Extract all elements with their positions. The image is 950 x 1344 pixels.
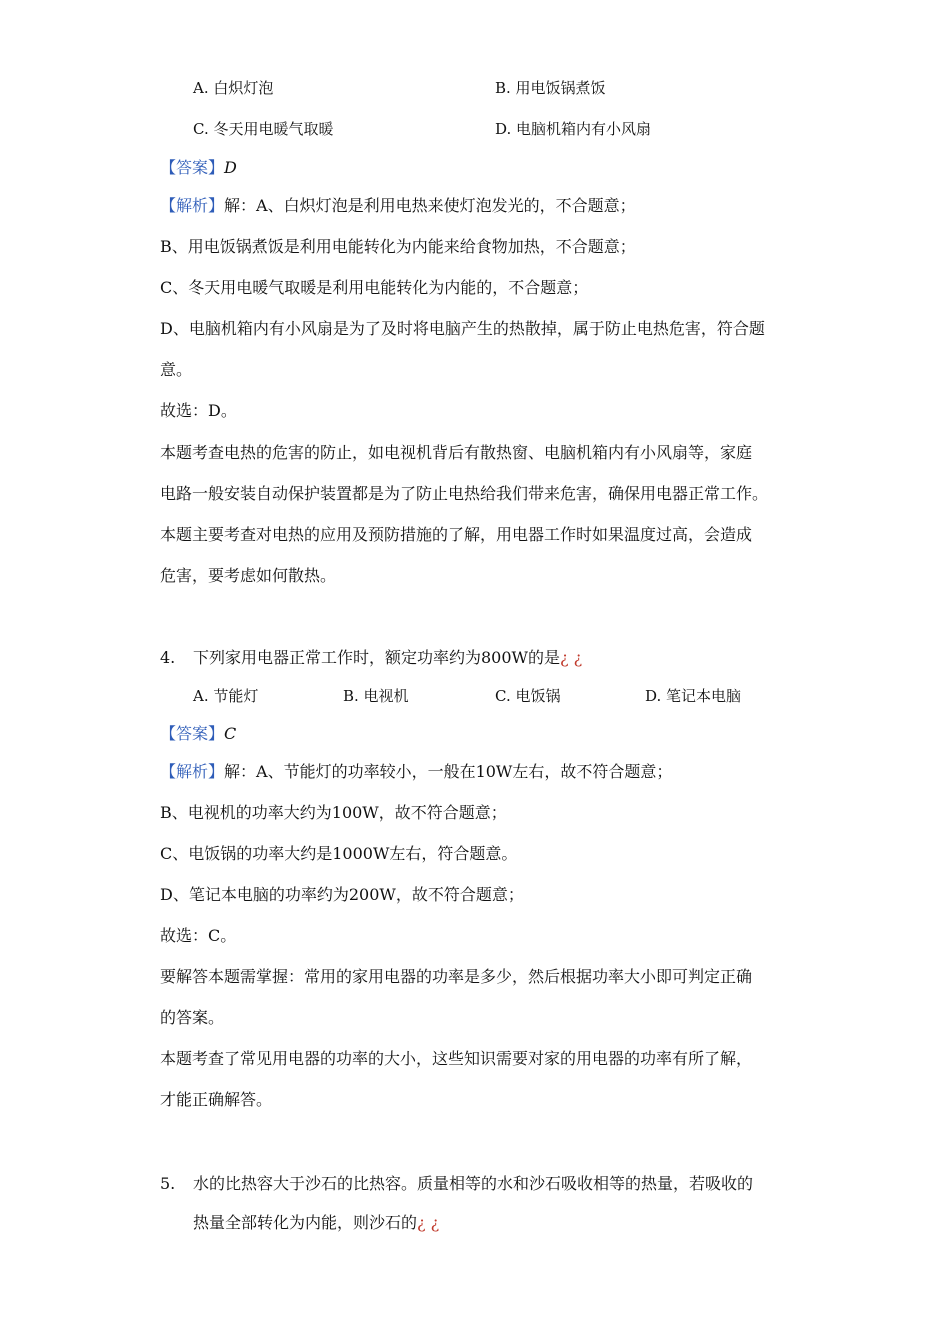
q3-option-b: B. 用电饭锅煮饭: [495, 79, 606, 97]
q3-choice-line: 故选：D。: [160, 401, 237, 420]
q4-analysis-line-1: [160, 762, 672, 782]
q3-summary-line-2: 电路一般安装自动保护装置都是为了防止电热给我们带来危害，确保用电器正常工作。: [160, 484, 769, 503]
q4-option-b: B. 电视机: [343, 687, 409, 705]
q4-summary-line-4: 才能正确解答。: [160, 1090, 273, 1109]
q3-summary-line-4: 危害，要考虑如何散热。: [160, 566, 337, 585]
q4-option-d: D. 笔记本电脑: [645, 687, 742, 705]
q3-summary-line-3: 本题主要考查对电热的应用及预防措施的了解，用电器工作时如果温度过高，会造成: [160, 525, 753, 544]
q3-answer-line: [160, 158, 237, 178]
q4-option-c: C. 电饭锅: [495, 687, 561, 705]
q3-analysis-line-2: B、用电饭锅煮饭是利用电能转化为内能来给食物加热，不合题意；: [160, 237, 636, 256]
q4-analysis-line-4: D、笔记本电脑的功率约为200W，故不符合题意；: [160, 885, 524, 904]
q4-answer-line: [160, 724, 236, 744]
analysis-text: 解：A、白炽灯泡是利用电热来使灯泡发光的，不合题意；: [224, 196, 636, 215]
q4-analysis-line-2: B、电视机的功率大约为100W，故不符合题意；: [160, 803, 507, 822]
q5-stem-text: 热量全部转化为内能，则沙石的: [193, 1213, 418, 1232]
analysis-tag: 【解析】: [160, 196, 225, 215]
q3-analysis-line-5: 意。: [160, 360, 193, 379]
q5-stem-line-1: 水的比热容大于沙石的比热容。质量相等的水和沙石吸收相等的热量，若吸收的: [193, 1174, 754, 1193]
q3-option-a: A. 白炽灯泡: [193, 79, 274, 97]
analysis-text: 解：A、节能灯的功率较小，一般在10W左右，故不符合题意；: [224, 762, 673, 781]
q4-choice-line: 故选：C。: [160, 926, 237, 945]
q3-analysis-line-1: [160, 196, 636, 216]
q3-option-c: C. 冬天用电暖气取暖: [193, 120, 334, 138]
q4-number: 4.: [160, 648, 176, 667]
q5-blank: ¿ ¿: [417, 1213, 440, 1232]
q4-stem-text: 下列家用电器正常工作时，额定功率约为800W的是: [193, 648, 560, 667]
q4-blank: ¿ ¿: [560, 648, 583, 667]
answer-tag: 【答案】: [160, 724, 225, 743]
q3-analysis-line-4: D、电脑机箱内有小风扇是为了及时将电脑产生的热散掉，属于防止电热危害，符合题: [160, 319, 765, 338]
q5-number: 5.: [160, 1174, 176, 1193]
q3-option-d: D. 电脑机箱内有小风扇: [495, 120, 652, 138]
q3-analysis-line-3: C、冬天用电暖气取暖是利用电能转化为内能的，不合题意；: [160, 278, 589, 297]
q4-summary-line-3: 本题考查了常见用电器的功率的大小，这些知识需要对家的用电器的功率有所了解，: [160, 1049, 753, 1068]
q3-summary-line-1: 本题考查电热的危害的防止，如电视机背后有散热窗、电脑机箱内有小风扇等，家庭: [160, 443, 753, 462]
q4-analysis-line-3: C、电饭锅的功率大约是1000W左右，符合题意。: [160, 844, 518, 863]
q3-answer: D: [224, 158, 237, 177]
answer-tag: 【答案】: [160, 158, 225, 177]
q4-option-a: A. 节能灯: [193, 687, 259, 705]
analysis-tag: 【解析】: [160, 762, 225, 781]
q5-stem-line-2: [193, 1213, 439, 1233]
q4-summary-line-1: 要解答本题需掌握：常用的家用电器的功率是多少，然后根据功率大小即可判定正确: [160, 967, 753, 986]
q4-summary-line-2: 的答案。: [160, 1008, 225, 1027]
q4-stem: [193, 648, 582, 668]
q4-answer: C: [224, 724, 237, 743]
